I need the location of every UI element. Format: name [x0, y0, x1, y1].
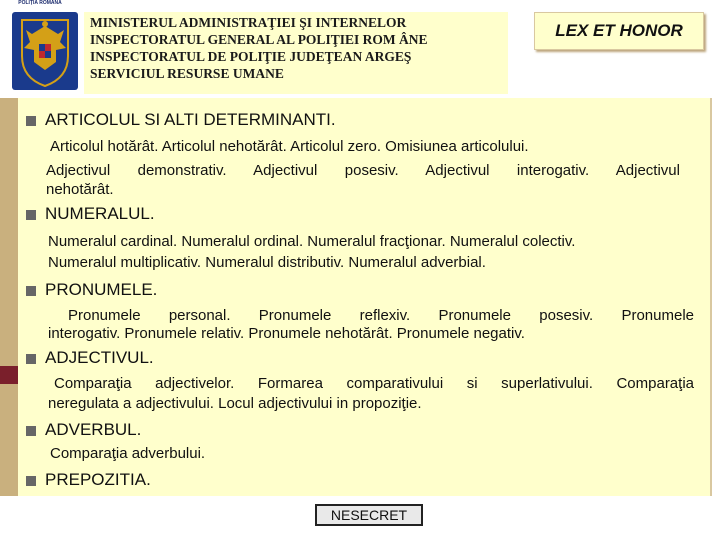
section-line: Numeralul cardinal. Numeralul ordinal. Numeralul fracţionar. Numeralul colectiv.: [48, 233, 576, 250]
section-title: ARTICOLUL SI ALTI DETERMINANTI.: [45, 110, 336, 129]
left-decorative-bar: [0, 98, 18, 366]
classification-stamp: NESECRET: [315, 504, 423, 526]
section-line: Comparaţia adverbului.: [50, 445, 206, 462]
section-articolul: [26, 110, 336, 130]
section-line: neregulata a adjectivului. Locul adjectivului in propoziţie.: [48, 395, 422, 412]
header-box: [84, 12, 508, 94]
section-title: ADJECTIVUL.: [45, 348, 154, 367]
logo-caption: POLIȚIA ROMÂNĂ: [18, 0, 62, 6]
section-adjectivul: [26, 348, 154, 368]
header-line-county-inspectorate: INSPECTORATUL DE POLIŢIE JUDEŢEAN ARGEŞ: [90, 49, 412, 64]
square-bullet-icon: [26, 286, 36, 296]
romanian-coat-of-arms-icon: [10, 8, 80, 93]
header-lines: [84, 12, 508, 82]
section-title: NUMERALUL.: [45, 204, 155, 223]
header-line-inspectorate-general: INSPECTORATUL GENERAL AL POLIŢIEI ROM ÂNE: [90, 32, 428, 47]
police-logo: [10, 0, 90, 95]
section-line: interogativ. Pronumele relativ. Pronumele nehotărât. Pronumele negativ.: [48, 325, 525, 342]
section-line: Comparaţia adjectivelor. Formarea comparativului si superlativului. Comparaţia: [54, 375, 694, 392]
section-line: Pronumele personal. Pronumele reflexiv. Pronumele posesiv. Pronumele: [68, 307, 694, 324]
square-bullet-icon: [26, 116, 36, 126]
square-bullet-icon: [26, 476, 36, 486]
section-pronumele: [26, 280, 157, 300]
motto-box: LEX ET HONOR: [534, 12, 704, 50]
section-line: Articolul hotărât. Articolul nehotărât. Articolul zero. Omisiunea articolului.: [50, 138, 529, 155]
section-title: ADVERBUL.: [45, 420, 142, 439]
section-title: PRONUMELE.: [45, 280, 158, 299]
square-bullet-icon: [26, 426, 36, 436]
section-line: Numeralul multiplicativ. Numeralul distributiv. Numeralul adverbial.: [48, 254, 486, 271]
section-line: nehotărât.: [46, 181, 114, 198]
section-title: PREPOZITIA.: [45, 470, 151, 489]
section-line: Adjectivul demonstrativ. Adjectivul posesiv. Adjectivul interogativ. Adjectivul: [46, 162, 680, 179]
header-line-ministry: MINISTERUL ADMINISTRAŢIEI ŞI INTERNELOR: [90, 15, 407, 30]
section-numeralul: [26, 204, 155, 224]
header-line-hr-service: SERVICIUL RESURSE UMANE: [90, 66, 284, 81]
content-area: [18, 98, 712, 496]
left-accent-bar: [0, 366, 18, 384]
section-prepozitia: [26, 470, 151, 490]
square-bullet-icon: [26, 354, 36, 364]
section-adverbul: [26, 420, 141, 440]
left-decorative-bar-lower: [0, 384, 18, 496]
square-bullet-icon: [26, 210, 36, 220]
